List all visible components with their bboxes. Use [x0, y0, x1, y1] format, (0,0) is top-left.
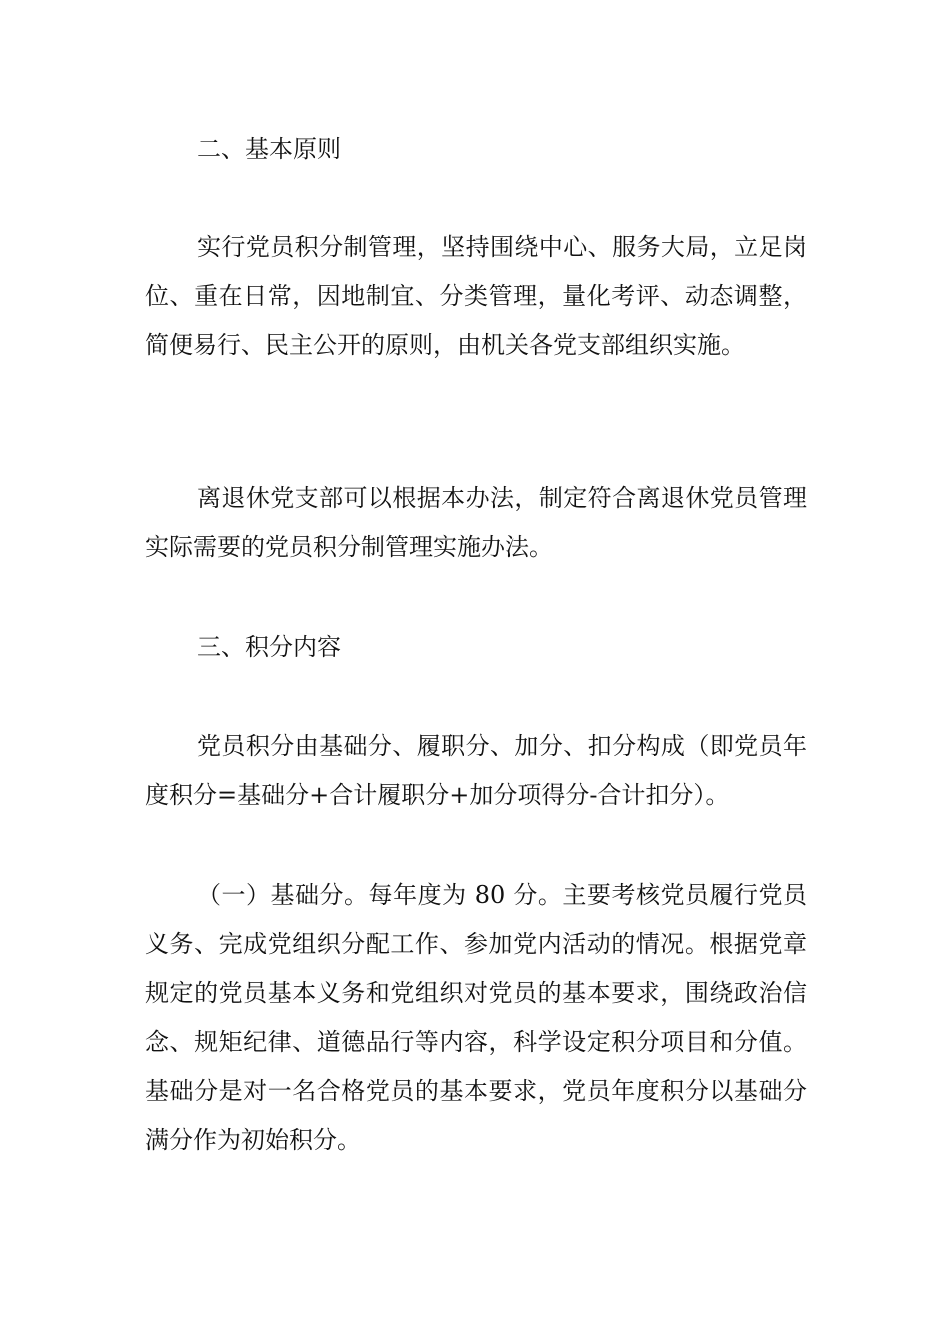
section-heading-basic-principles: 二、基本原则 [197, 135, 341, 163]
paragraph-basic-points: （一）基础分。每年度为 80 分。主要考核党员履行党员义务、完成党组织分配工作、参加党内活动的情况。根据党章规定的党员基本义务和党组织对党员的基本要求，围绕政治信念、规矩纪律、道德品行等内容，科学设定积分项目和分值。基础分是对一名合格党员的基本要求，党员年度积分以基础分满分作为初始积分。 [145, 881, 807, 1154]
paragraph-principles: 实行党员积分制管理，坚持围绕中心、服务大局，立足岗位、重在日常，因地制宜、分类管理，量化考评、动态调整，简便易行、民主公开的原则，由机关各党支部组织实施。 [145, 233, 807, 359]
section-heading-points-content: 三、积分内容 [197, 633, 341, 661]
paragraph-retired-branch: 离退休党支部可以根据本办法，制定符合离退休党员管理实际需要的党员积分制管理实施办法。 [145, 484, 807, 561]
paragraph-points-composition: 党员积分由基础分、履职分、加分、扣分构成（即党员年度积分=基础分+合计履职分+加分项得分-合计扣分）。 [145, 732, 807, 809]
